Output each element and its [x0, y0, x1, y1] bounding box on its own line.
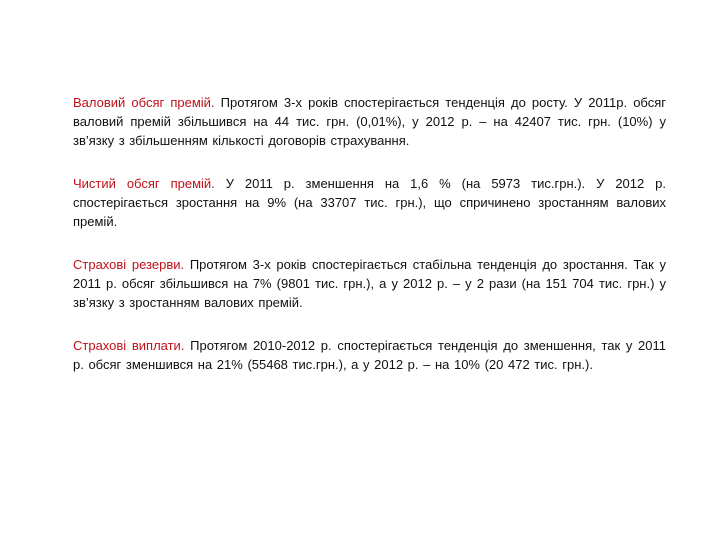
paragraph-gross-premiums — [73, 93, 666, 150]
paragraph-text-net-premiums: У 2011 р. зменшення на 1,6 % (на 5973 тис.грн.). У 2012 р. спостерігається зростання на 9% (на 33707 тис. грн.), що спричинено зростанням валових премій. — [73, 176, 667, 229]
paragraph-insurance-reserves — [73, 255, 666, 312]
text-content — [73, 93, 666, 398]
paragraph-insurance-payments — [73, 336, 666, 374]
paragraph-text-insurance-reserves: Протягом 3-х років спостерігається стабільна тенденція до зростання. Так у 2011 р. обсяг збільшився на 7% (9801 тис. грн.), а у 2012 р. – у 2 рази (на 151 704 тис. грн.) у зв’язку з зростанням валових премій. — [73, 257, 666, 310]
paragraph-text-insurance-payments: Протягом 2010-2012 р. спостерігається тенденція до зменшення, так у 2011 р. обсяг зменшився на 21% (55468 тис.грн.), а у 2012 р. – на 10% (20 472 тис. грн.). — [73, 338, 666, 372]
paragraph-lead-insurance-payments: Страхові виплати. — [73, 338, 185, 353]
paragraph-lead-insurance-reserves: Страхові резерви. — [73, 257, 185, 272]
paragraph-text-gross-premiums: Протягом 3-х років спостерігається тенденція до росту. У 2011р. обсяг валовий премій збільшився на 44 тис. грн. (0,01%), у 2012 р. – на 42407 тис. грн. (10%) у зв’язку з збільшенням кількості договорів страхування. — [73, 95, 666, 148]
paragraph-lead-net-premiums: Чистий обсяг премій. — [73, 176, 215, 191]
paragraph-lead-gross-premiums: Валовий обсяг премій. — [73, 95, 215, 110]
paragraph-net-premiums — [73, 174, 666, 231]
